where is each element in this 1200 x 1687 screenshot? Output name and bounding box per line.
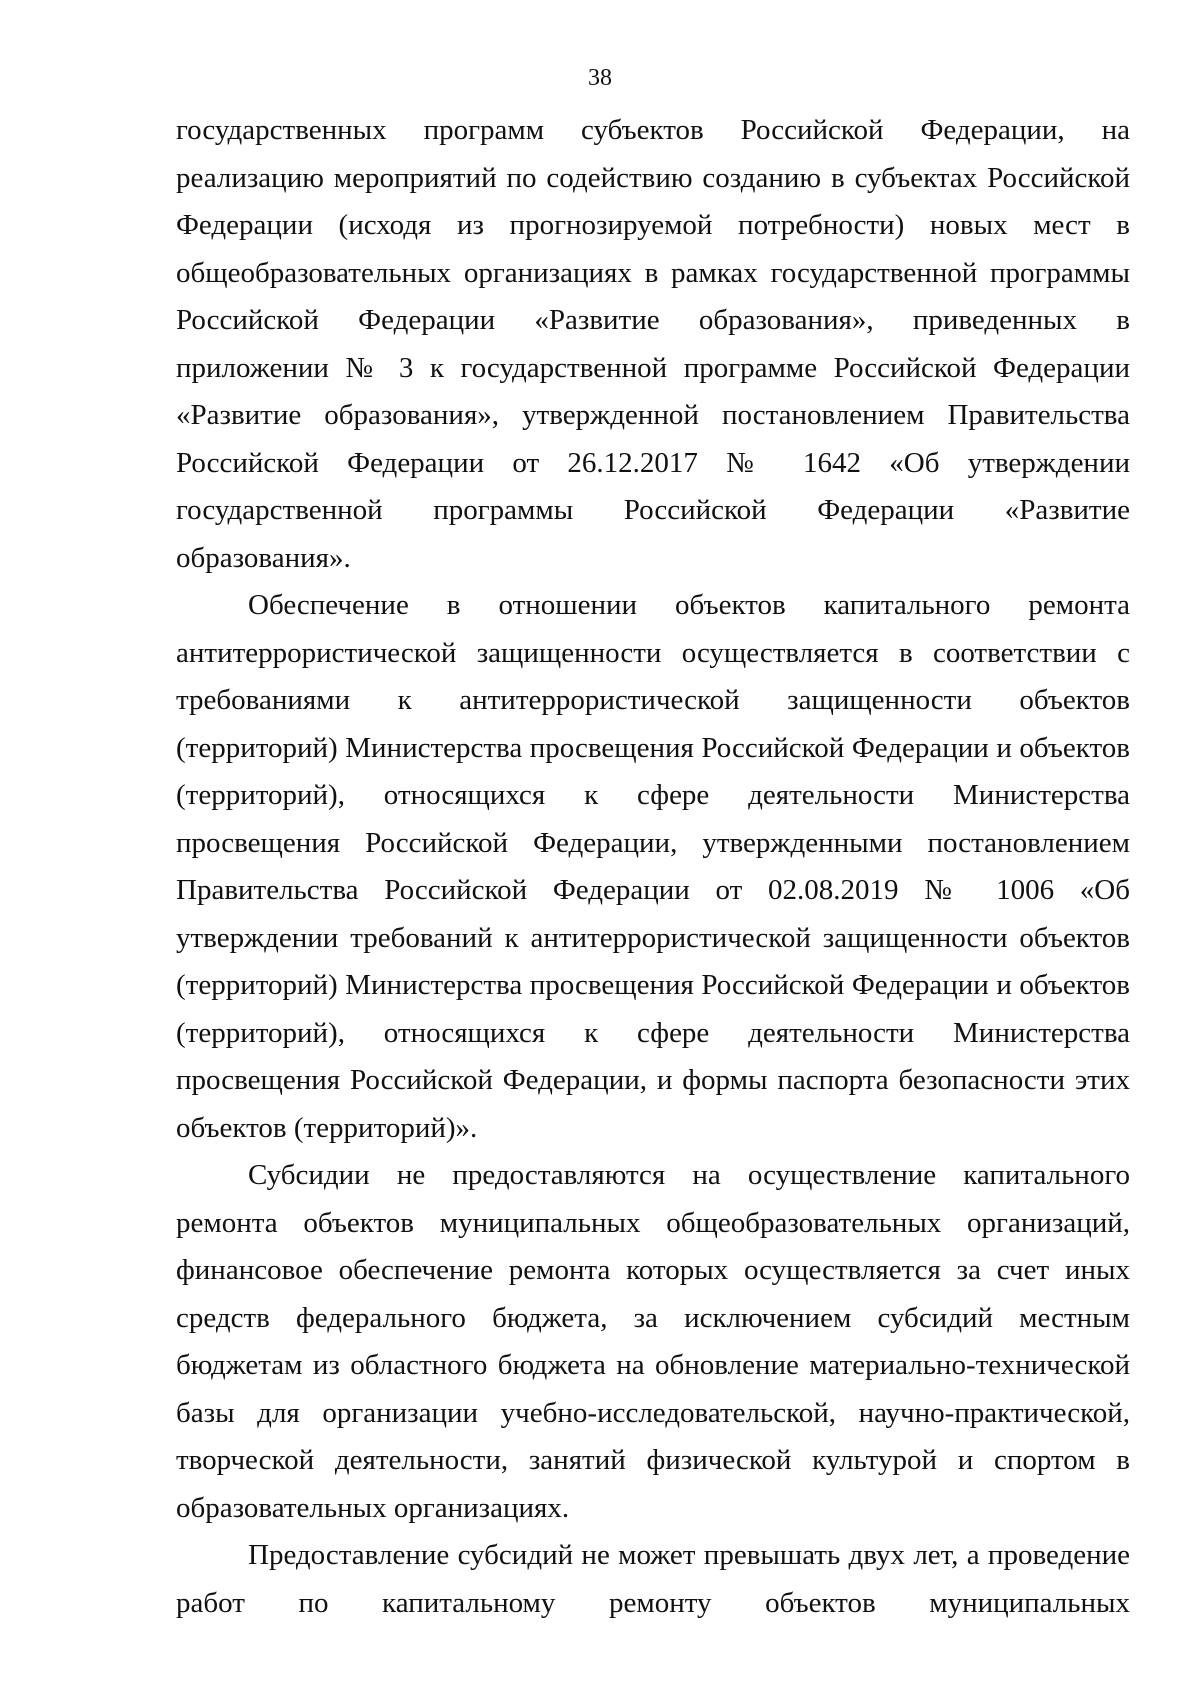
paragraph-subsidies-exclusion: Субсидии не предоставляются на осуществление капитального ремонта объектов муниципальных общеобразовательных организаций, финансовое обеспечение ремонта которых осуществляется за счет иных средств федерального бюджета, за исключением субсидий местным бюджетам из областного бюджета на обновление материально-технической базы для организации учебно-исследовательской, научно-практической, творческой деятельности, занятий физической культурой и спортом в образовательных организациях.: [176, 1159, 1130, 1524]
page-number: 38: [588, 65, 612, 91]
paragraph-antiterrorist-security: Обеспечение в отношении объектов капитального ремонта антитеррористической защищенности осуществляется в соответствии с требованиями к антитеррористической защищенности объектов (территорий) Министерства просвещения Российской Федерации и объектов (территорий), относящихся к сфере деятельности Министерства просвещения Российской Федерации, утвержденными постановлением Правительства Российской Федерации от 02.08.2019 № 1006 «Об утверждении требований к антитеррористической защищенности объектов (территорий) Министерства просвещения Российской Федерации и объектов (территорий), относящихся к сфере деятельности Министерства просвещения Российской Федерации, и формы паспорта безопасности этих объектов (территорий)».: [176, 589, 1130, 1144]
document-body: [176, 107, 1130, 1627]
paragraph-subsidy-duration: Предоставление субсидий не может превышать двух лет, а проведение работ по капитальному ремонту объектов муниципальных: [176, 1539, 1130, 1619]
paragraph-continuation: государственных программ субъектов Российской Федерации, на реализацию мероприятий по содействию созданию в субъектах Российской Федерации (исходя из прогнозируемой потребности) новых мест в общеобразовательных организациях в рамках государственной программы Российской Федерации «Развитие образования», приведенных в приложении № 3 к государственной программе Российской Федерации «Развитие образования», утвержденной постановлением Правительства Российской Федерации от 26.12.2017 № 1642 «Об утверждении государственной программы Российской Федерации «Развитие образования».: [176, 114, 1130, 574]
